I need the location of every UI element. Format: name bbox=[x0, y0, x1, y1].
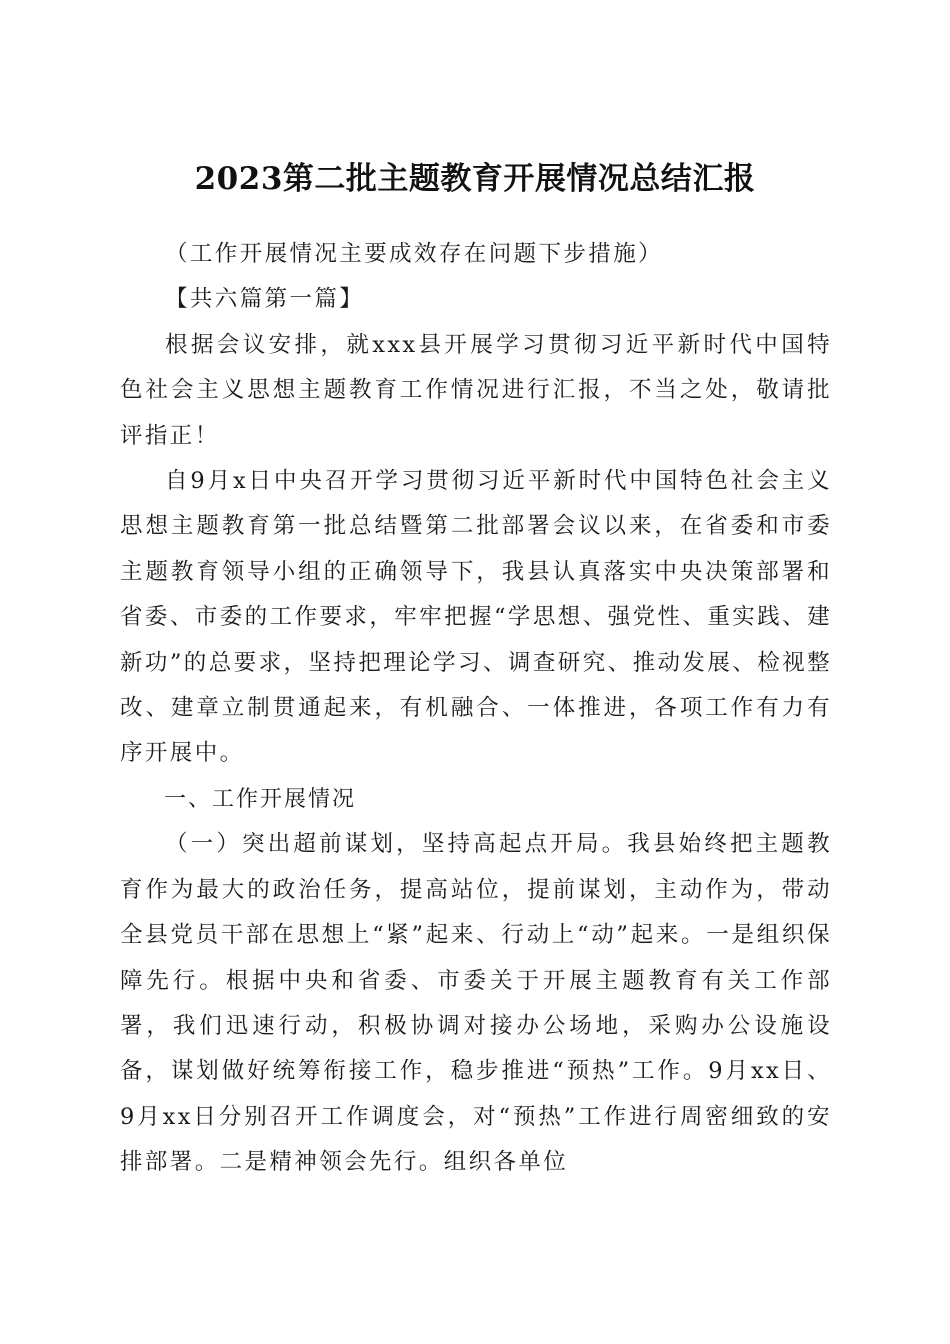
section-heading: 一、工作开展情况 bbox=[164, 786, 357, 812]
document-body bbox=[120, 232, 832, 1186]
series-label: 【共六篇第一篇】 bbox=[165, 286, 365, 313]
section-paragraph: （一）突出超前谋划，坚持高起点开局。我县始终把主题教育作为最大的政治任务，提高站位，提前谋划，主动作为，带动全县党员干部在思想上“紧”起来、行动上“动”起来。一是组织保障先行。根据中央和省委、市委关于开展主题教育有关工作部署，我们迅速行动，积极协调对接办公场地，采购办公设施设备，谋划做好统筹衔接工作，稳步推进“预热”工作。9月xx日、9月xx日分别召开工作调度会，对“预热”工作进行周密细致的安排部署。二是精神领会先行。组织各单位 bbox=[120, 831, 832, 1176]
body-paragraph: 根据会议安排，就xxx县开展学习贯彻习近平新时代中国特色社会主义思想主题教育工作情况进行汇报，不当之处，敬请批评指正！ bbox=[120, 331, 832, 449]
body-paragraph: 自9月x日中央召开学习贯彻习近平新时代中国特色社会主义思想主题教育第一批总结暨第二批部署会议以来，在省委和市委主题教育领导小组的正确领导下，我县认真落实中央决策部署和省委、市委的工作要求，牢牢把握“学思想、强党性、重实践、建新功”的总要求，坚持把理论学习、调查研究、推动发展、检视整改、建章立制贯通起来，有机融合、一体推进，各项工作有力有序开展中。 bbox=[120, 468, 832, 767]
document-title: 2023第二批主题教育开展情况总结汇报 bbox=[194, 160, 756, 197]
document-subtitle: （工作开展情况主要成效存在问题下步措施） bbox=[165, 241, 664, 267]
